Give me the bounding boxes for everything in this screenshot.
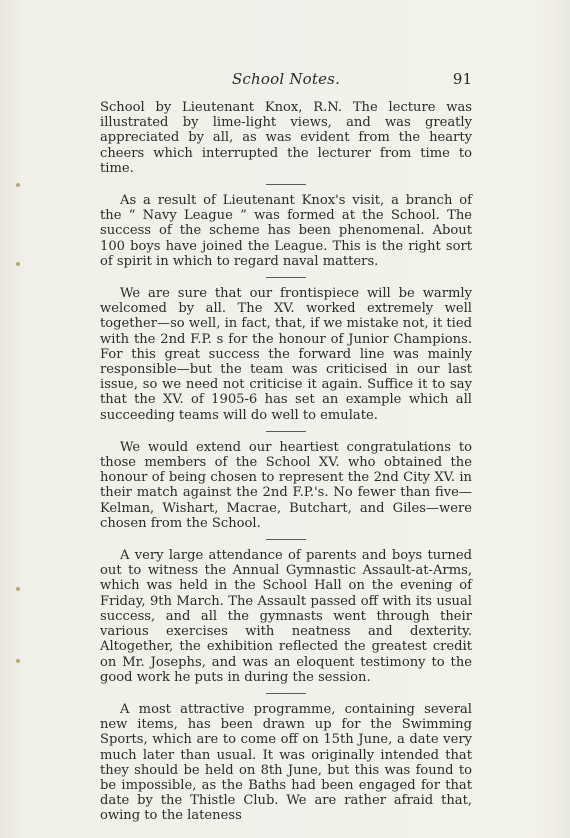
page-number: 91 <box>452 70 472 88</box>
margin-mark <box>16 659 20 663</box>
paragraph: School by Lieutenant Knox, R.N. The lecture was illustrated by lime-light views, and was greatly appreciated by all, as was evident from the hearty cheers which interrupted the lecturer from time to time. <box>100 100 472 176</box>
paragraph: A very large attendance of parents and boys turned out to witness the Annual Gymnastic Assault-at-Arms, which was held in the School Hall on the evening of Friday, 9th March. The Assault passed off with its usual success, and all the gymnasts went through their various exercises with neatness and dexterity. Altogether, the exhibition reflected the greatest credit on Mr. Josephs, and was an eloquent testimony to the good work he puts in during the session. <box>100 548 472 685</box>
paragraph: We would extend our heartiest congratulations to those members of the School XV. who obtained the honour of being chosen to represent the 2nd City XV. in their match against the 2nd F.P.'s. No fewer than five—Kelman, Wishart, Macrae, Butchart, and Giles—were chosen from the School. <box>100 439 472 531</box>
section-divider <box>266 431 306 432</box>
margin-mark <box>16 587 20 591</box>
section-divider <box>266 693 306 694</box>
paragraph: A most attractive programme, containing several new items, has been drawn up for the Swimming Sports, which are to come off on 15th June, a date very much later than usual. It was originally intended that they should be held on 8th June, but this was found to be impossible, as the Baths had been engaged for that date by the Thistle Club. We are rather afraid that, owing to the lateness <box>100 701 472 824</box>
paragraph: We are sure that our frontispiece will be warmly welcomed by all. The XV. worked extremely well together—so well, in fact, that, if we mistake not, it tied with the 2nd F.P. s for the honour of Junior Champions. For this great success the forward line was mainly responsible—but the team was criticised in our last issue, so we need not criticise it again. Suffice it to say that the XV. of 1905-6 has set an example which all succeeding teams will do well to emulate. <box>100 286 472 423</box>
margin-mark <box>16 183 20 187</box>
section-divider <box>266 277 306 278</box>
running-title: School Notes. <box>231 70 341 88</box>
page-header <box>100 70 472 90</box>
section-divider <box>266 539 306 540</box>
body-text <box>100 100 472 824</box>
section-divider <box>266 184 306 185</box>
paragraph: As a result of Lieutenant Knox's visit, a branch of the “ Navy League ” was formed at the School. The success of the scheme has been phenomenal. About 100 boys have joined the League. This is the right sort of spirit in which to regard naval matters. <box>100 193 472 269</box>
margin-mark <box>16 262 20 266</box>
